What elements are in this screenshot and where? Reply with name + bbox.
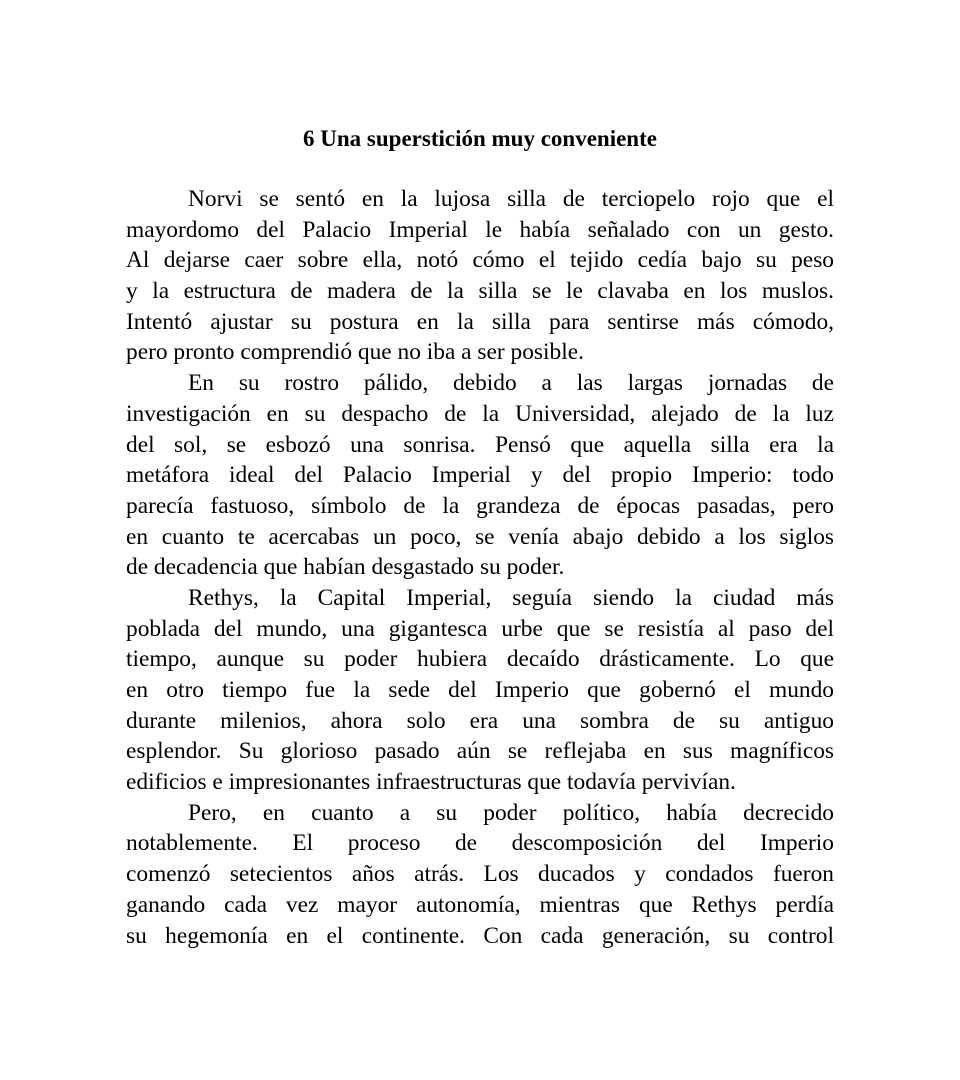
text-line: notablemente. El proceso de descomposición del Imperio — [126, 830, 834, 857]
text-line: investigación en su despacho de la Universidad, alejado de la luz — [126, 400, 834, 427]
text-line: tiempo, aunque su poder hubiera decaído drásticamente. Lo que — [126, 646, 834, 673]
paragraph — [126, 583, 834, 798]
text-line: ganando cada vez mayor autonomía, mientras que Rethys perdía — [126, 891, 834, 918]
document-page — [126, 124, 834, 951]
text-line: En su rostro pálido, debido a las largas jornadas de — [188, 370, 834, 397]
text-line: Al dejarse caer sobre ella, notó cómo el tejido cedía bajo su peso — [126, 247, 834, 274]
chapter-title: 6 Una superstición muy conveniente — [303, 126, 657, 151]
text-line: en otro tiempo fue la sede del Imperio que gobernó el mundo — [126, 677, 834, 703]
text-line: edificios e impresionantes infraestructuras que todavía pervivían. — [126, 769, 736, 796]
text-line: poblada del mundo, una gigantesca urbe que se resistía al paso del — [126, 615, 834, 642]
text-line: y la estructura de madera de la silla se le clavaba en los muslos. — [126, 278, 834, 305]
text-line: Pero, en cuanto a su poder político, había decrecido — [188, 799, 834, 826]
text-line: Rethys, la Capital Imperial, seguía siendo la ciudad más — [188, 584, 834, 611]
text-line: pero pronto comprendió que no iba a ser posible. — [126, 339, 584, 366]
paragraph — [126, 184, 834, 368]
text-line: comenzó setecientos años atrás. Los ducados y condados fueron — [126, 861, 834, 888]
text-line: Intentó ajustar su postura en la silla para sentirse más cómodo, — [126, 308, 834, 335]
text-line: en cuanto te acercabas un poco, se venía abajo debido a los siglos — [126, 523, 834, 550]
text-line: esplendor. Su glorioso pasado aún se reflejaba en sus magníficos — [126, 738, 834, 765]
text-line: parecía fastuoso, símbolo de la grandeza de épocas pasadas, pero — [126, 492, 834, 519]
text-line: de decadencia que habían desgastado su poder. — [126, 554, 565, 581]
body-text — [126, 184, 834, 951]
text-line: durante milenios, ahora solo era una sombra de su antiguo — [126, 707, 834, 734]
text-line: mayordomo del Palacio Imperial le había señalado con un gesto. — [126, 216, 834, 243]
text-line: su hegemonía en el continente. Con cada generación, su control — [126, 922, 834, 949]
text-line: del sol, se esbozó una sonrisa. Pensó que aquella silla era la — [126, 431, 834, 458]
paragraph — [126, 798, 834, 951]
text-line: Norvi se sentó en la lujosa silla de terciopelo rojo que el — [188, 186, 834, 212]
paragraph — [126, 368, 834, 583]
text-line: metáfora ideal del Palacio Imperial y del propio Imperio: todo — [126, 462, 834, 489]
